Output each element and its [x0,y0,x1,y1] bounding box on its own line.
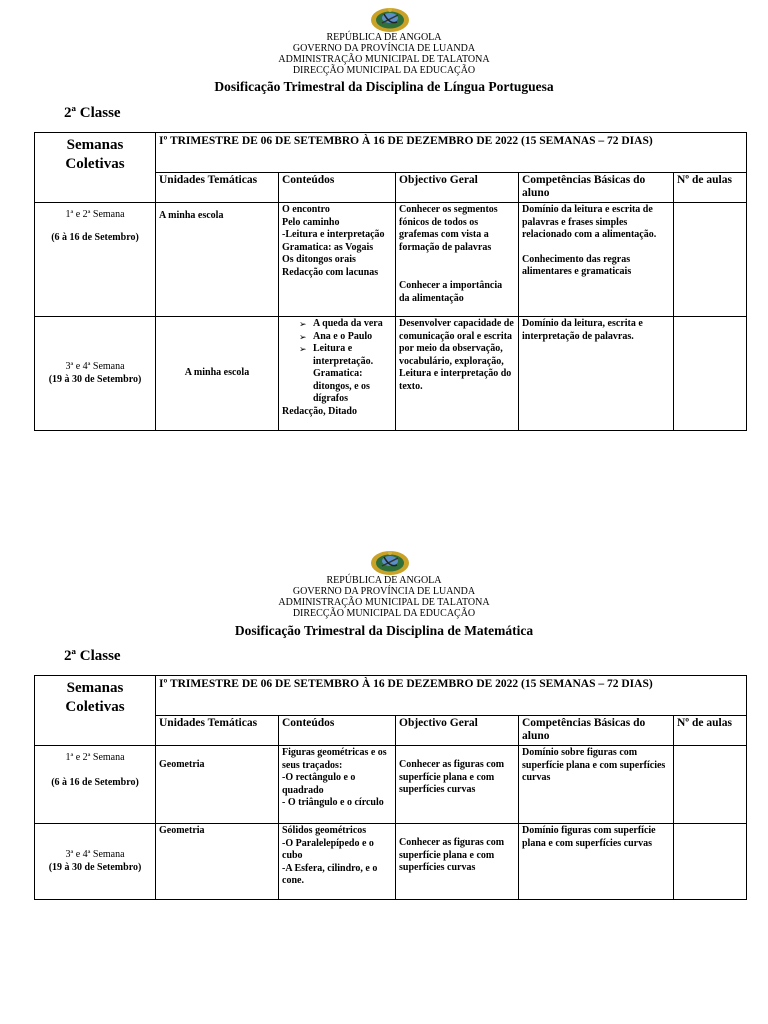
col-header-competencias: Competências Básicas do aluno [519,173,674,203]
unit-cell: A minha escola [156,203,279,317]
weeks-column-header: Semanas Coletivas [35,676,156,746]
objective-cell: Conhecer os segmentos fónicos de todos os grafemas com vista a formação de palavras Conhecer a importância da alimentação [396,203,519,317]
list-item: ➢ Ana e o Paulo [313,331,392,344]
header-republic: REPÚBLICA DE ANGOLA [326,32,442,43]
col-header-unidades: Unidades Temáticas [156,173,279,203]
week-cell: 1ª e 2ª Semana (6 à 16 de Setembro) [35,203,156,317]
competence-cell: Domínio sobre figuras com superfície plana e com superfícies curvas [519,746,674,824]
header-administration: ADMINISTRAÇÃO MUNICIPAL DE TALATONA [278,54,490,65]
document-title: Dosificação Trimestral da Disciplina de Língua Portuguesa [214,79,554,94]
col-header-aulas: Nº de aulas [674,716,747,746]
col-header-conteudos: Conteúdos [279,716,396,746]
dosage-table [34,132,747,431]
table-row [35,746,747,824]
col-header-aulas: Nº de aulas [674,173,747,203]
unit-cell: Geometria [156,746,279,824]
header-province: GOVERNO DA PROVÍNCIA DE LUANDA [292,43,476,54]
header-administration: ADMINISTRAÇÃO MUNICIPAL DE TALATONA [278,597,490,608]
weeks-column-header: Semanas Coletivas [35,133,156,203]
competence-cell: Domínio figuras com superfície plana e com superfícies curvas [519,824,674,900]
header-province: GOVERNO DA PROVÍNCIA DE LUANDA [292,586,476,597]
class-label: 2ª Classe [64,648,121,664]
trimester-header: Iº TRIMESTRE DE 06 DE SETEMBRO À 16 DE DEZEMBRO DE 2022 (15 SEMANAS – 72 DIAS) [156,676,747,716]
col-header-objectivo: Objectivo Geral [396,716,519,746]
competence-cell: Domínio da leitura e escrita de palavras e frases simples relacionado com a alimentação. Conhecimento das regras alimentares e gramaticais [519,203,674,317]
contents-cell: ➢ A queda da vera ➢ Ana e o Paulo ➢ Leitura e interpretação. Gramatica: ditongos, e os dígrafos Redacção, Ditado [279,317,396,431]
dosage-table [34,675,747,900]
week-cell: 1ª e 2ª Semana (6 à 16 de Setembro) [35,746,156,824]
document-title: Dosificação Trimestral da Disciplina de Matemática [234,623,534,638]
week-cell: 3ª e 4ª Semana (19 à 30 de Setembro) [35,824,156,900]
lessons-cell [674,203,747,317]
header-directorate: DIRECÇÃO MUNICIPAL DA EDUCAÇÃO [292,608,476,619]
col-header-competencias: Competências Básicas do aluno [519,716,674,746]
contents-cell: Sólidos geométricos -O Paralelepípedo e o cubo -A Esfera, cilindro, e o cone. [279,824,396,900]
angola-emblem-icon [370,5,410,33]
angola-emblem-icon [370,548,410,576]
list-item: ➢ Leitura e interpretação. Gramatica: ditongos, e os dígrafos [313,343,392,406]
contents-cell: Figuras geométricas e os seus traçados: -O rectângulo e o quadrado - O triângulo e o círculo [279,746,396,824]
unit-cell: A minha escola [156,317,279,431]
header-republic: REPÚBLICA DE ANGOLA [326,575,442,586]
col-header-conteudos: Conteúdos [279,173,396,203]
list-item: ➢ A queda da vera [313,318,392,331]
week-cell: 3ª e 4ª Semana (19 à 30 de Setembro) [35,317,156,431]
competence-cell: Domínio da leitura, escrita e interpretação de palavras. [519,317,674,431]
contents-cell: O encontro Pelo caminho -Leitura e interpretação Gramatica: as Vogais Os ditongos orais Redacção com lacunas [279,203,396,317]
table-row [35,824,747,900]
col-header-objectivo: Objectivo Geral [396,173,519,203]
trimester-header: Iº TRIMESTRE DE 06 DE SETEMBRO À 16 DE DEZEMBRO DE 2022 (15 SEMANAS – 72 DIAS) [156,133,747,173]
objective-cell: Conhecer as figuras com superfície plana e com superfícies curvas [396,824,519,900]
table-row [35,203,747,317]
lessons-cell [674,746,747,824]
header-directorate: DIRECÇÃO MUNICIPAL DA EDUCAÇÃO [292,65,476,76]
objective-cell: Conhecer as figuras com superfície plana e com superfícies curvas [396,746,519,824]
table-row [35,317,747,431]
lessons-cell [674,824,747,900]
unit-cell: Geometria [156,824,279,900]
lessons-cell [674,317,747,431]
class-label: 2ª Classe [64,105,121,121]
col-header-unidades: Unidades Temáticas [156,716,279,746]
objective-cell: Desenvolver capacidade de comunicação oral e escrita por meio da observação, vocabulário, exploração, Leitura e interpretação do texto. [396,317,519,431]
